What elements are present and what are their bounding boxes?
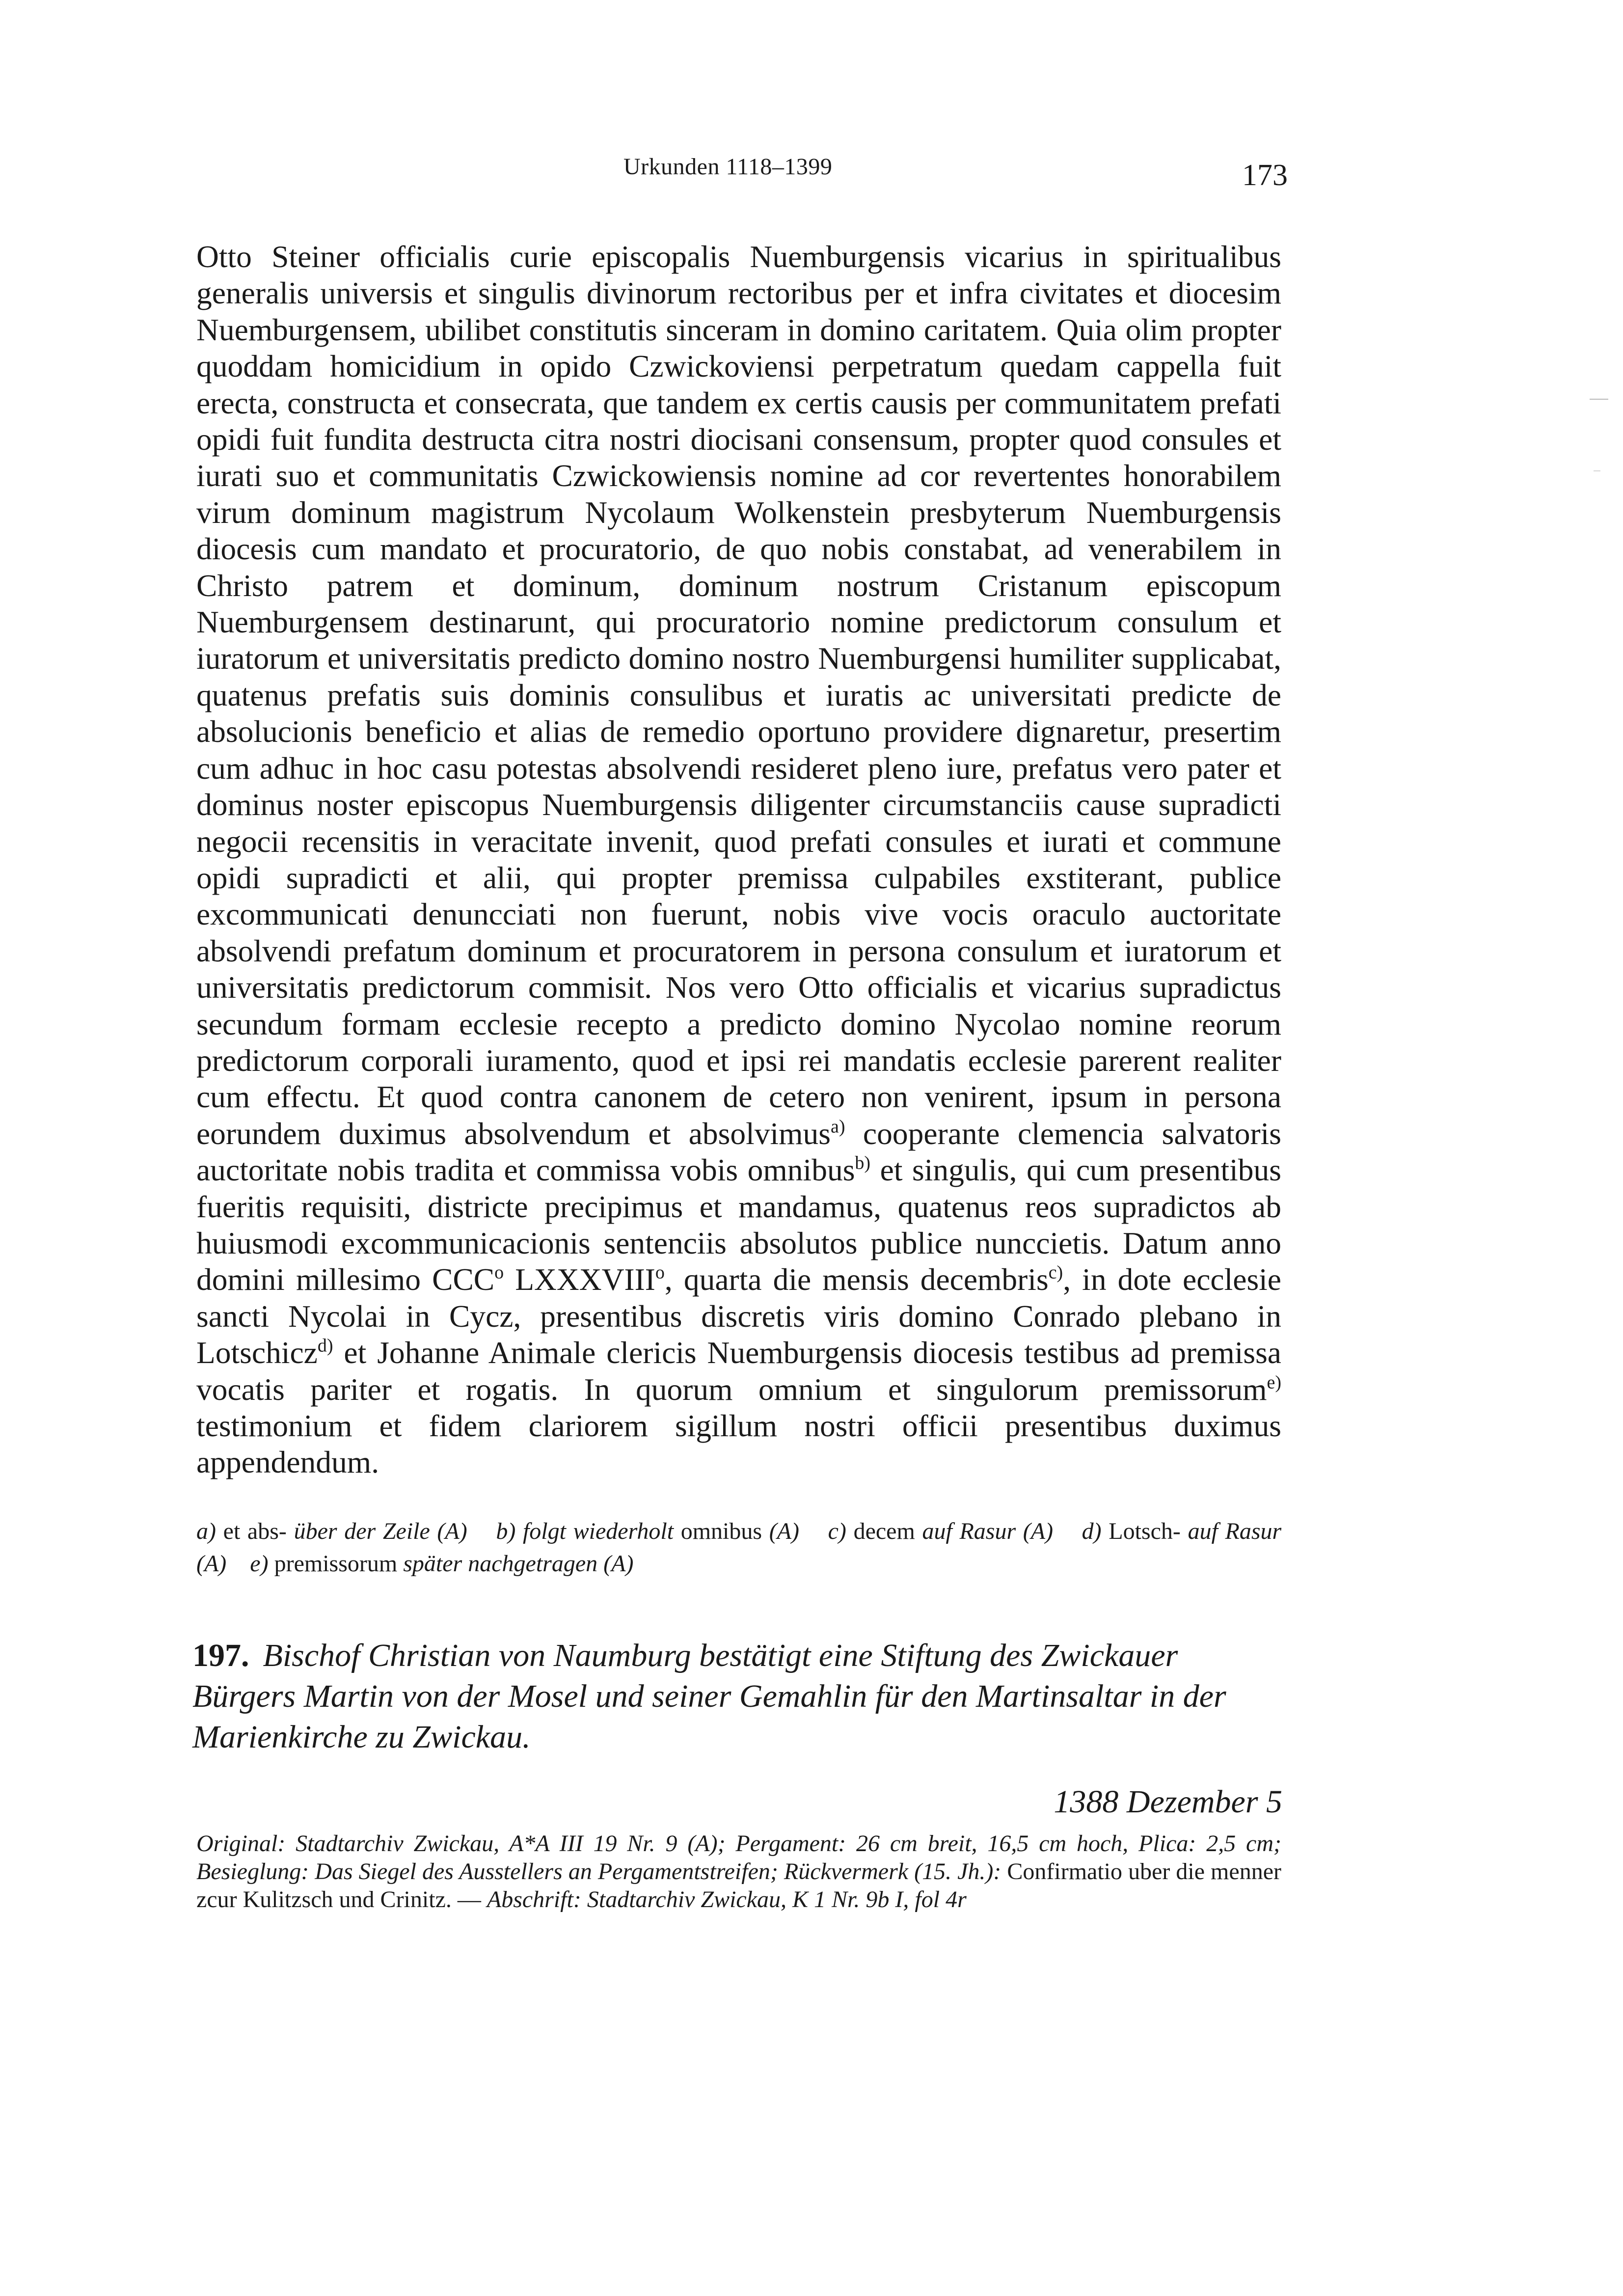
apparatus-note: über der Zeile (A) <box>294 1518 467 1544</box>
superscript-o: o <box>494 1262 504 1283</box>
provenance-original: Original: Stadtarchiv Zwickau, A*A III 19 Nr. 9 (A); Pergament: 26 cm breit, 16,5 cm hoch, Plica: 2,5 cm; Besieglung: Das Siegel des Ausstellers an Pergamentstreifen; Rückvermerk (15. Jh.): <box>196 1831 1281 1885</box>
apparatus-note: später nachgetragen (A) <box>403 1551 634 1577</box>
footnote-marker-e: e) <box>1267 1372 1281 1393</box>
apparatus-siglum: a) <box>196 1518 216 1544</box>
footnote-marker-a: a) <box>831 1116 845 1137</box>
margin-mark <box>1594 470 1600 471</box>
apparatus-siglum: b) <box>496 1518 516 1544</box>
apparatus-lemma: premissorum <box>274 1551 398 1577</box>
apparatus-lemma: et abs- <box>223 1518 287 1544</box>
document-number: 197. <box>192 1638 249 1673</box>
apparatus-note: auf Rasur (A) <box>196 1518 1282 1577</box>
apparatus-note: folgt wiederholt <box>522 1518 674 1544</box>
charter-text-part: , in dote ecclesie sancti Nycolai in Cycz, presentibus discretis viris domino Conrado plebano in Lotschicz <box>196 1262 1281 1370</box>
apparatus-note: auf Rasur (A) <box>922 1518 1054 1544</box>
apparatus-lemma: decem <box>853 1518 915 1544</box>
document-date: 1388 Dezember 5 <box>1054 1784 1282 1820</box>
charter-text-part: et singulis, qui cum presentibus fueritis requisiti, districte precipimus et mandamus, quatenus reos supradictos ab huiusmodi excommunicacionis sentenciis absolutos publice nunccietis. Datum anno domini millesimo CCC <box>196 1152 1281 1297</box>
superscript-o: o <box>655 1262 665 1283</box>
provenance-note <box>196 1830 1281 1913</box>
charter-text-part: testimonium et fidem clariorem sigillum nostri officii presentibus duximus appendendum. <box>196 1408 1281 1480</box>
apparatus-siglum: e) <box>250 1551 269 1577</box>
document-regest: Bischof Christian von Naumburg bestätigt eine Stiftung des Zwickauer Bürgers Martin von der Mosel und seiner Gemahlin für den Martinsaltar in der Marienkirche zu Zwickau. <box>192 1638 1226 1755</box>
apparatus-lemma: omnibus <box>680 1518 762 1544</box>
apparatus-lemma: Lotsch- <box>1109 1518 1181 1544</box>
footnote-marker-c: c) <box>1048 1262 1063 1283</box>
footnote-marker-d: d) <box>317 1335 333 1356</box>
margin-mark <box>1590 399 1608 400</box>
running-head: Urkunden 1118–1399 <box>623 154 833 180</box>
charter-text <box>196 239 1281 1481</box>
critical-apparatus <box>196 1515 1281 1580</box>
document-heading <box>192 1635 1282 1757</box>
charter-text-part: , quarta die mensis decembris <box>664 1262 1049 1297</box>
charter-text-part: cooperante clemencia salvatoris auctoritate nobis tradita et commissa vobis omnibus <box>196 1116 1281 1188</box>
provenance-endorsement: Confirmatio uber die menner zcur Kulitzsch und Crinitz. — <box>196 1859 1281 1913</box>
provenance-copy: Abschrift: Stadtarchiv Zwickau, K 1 Nr. 9b I, fol 4r <box>487 1886 967 1913</box>
charter-text-part: LXXXVIII <box>504 1262 655 1297</box>
apparatus-siglum: c) <box>828 1518 846 1544</box>
charter-text-part: et Johanne Animale clericis Nuemburgensis diocesis testibus ad premissa vocatis pariter et rogatis. In quorum omnium et singulorum premissorum <box>196 1335 1281 1407</box>
page-number: 173 <box>1242 159 1288 192</box>
charter-text-part: Otto Steiner officialis curie episcopalis Nuemburgensis vicarius in spiritualibus generalis universis et singulis divinorum rectoribus per et infra civitates et diocesim Nuemburgensem, ubilibet constitutis sinceram in domino caritatem. Quia olim propter quoddam homicidium in opido Czwickoviensi perpetratum quedam cappella fuit erecta, constructa et consecrata, que tandem ex certis causis per communitatem prefati opidi fuit fundita destructa citra nostri diocisani consensum, propter quod consules et iurati suo et communitatis Czwickowiensis nomine ad cor revertentes honorabilem virum dominum magistrum Nycolaum Wolkenstein presbyterum Nuemburgensis diocesis cum mandato et procuratorio, de quo nobis constabat, ad venerabilem in Christo patrem et dominum, dominum nostrum Cristanum episcopum Nuemburgensem destinarunt, qui procuratorio nomine predictorum consulum et iuratorum et universitatis predicto domino nostro Nuemburgensi humiliter supplicabat, quatenus prefatis suis dominis consulibus et iuratis ac universitati predicte de absolucionis beneficio et alias de remedio oportuno providere dignaretur, presertim cum adhuc in hoc casu potestas absolvendi resideret pleno iure, prefatus vero pater et dominus noster episcopus Nuemburgensis diligenter circumstanciis cause supradicti negocii recensitis in veracitate invenit, quod prefati consules et iurati et commune opidi supradicti et alii, qui propter premissa culpabiles exstiterant, publice excommunicati denuncciati non fuerunt, nobis vive vocis oraculo auctoritate absolvendi prefatum dominum et procuratorem in persona consulum et iuratorum et universitatis predictorum commisit. Nos vero Otto officialis et vicarius supradictus secundum formam ecclesie recepto a predicto domino Nycolao nomine reorum predictorum corporali iuramento, quod et ipsi rei mandatis ecclesie parerent realiter cum effectu. Et quod contra canonem de cetero non venirent, ipsum in persona eorundem duximus absolvendum et absolvimus <box>196 239 1281 1151</box>
apparatus-siglum: d) <box>1082 1518 1102 1544</box>
footnote-marker-b: b) <box>855 1152 871 1174</box>
apparatus-note: (A) <box>769 1518 800 1544</box>
